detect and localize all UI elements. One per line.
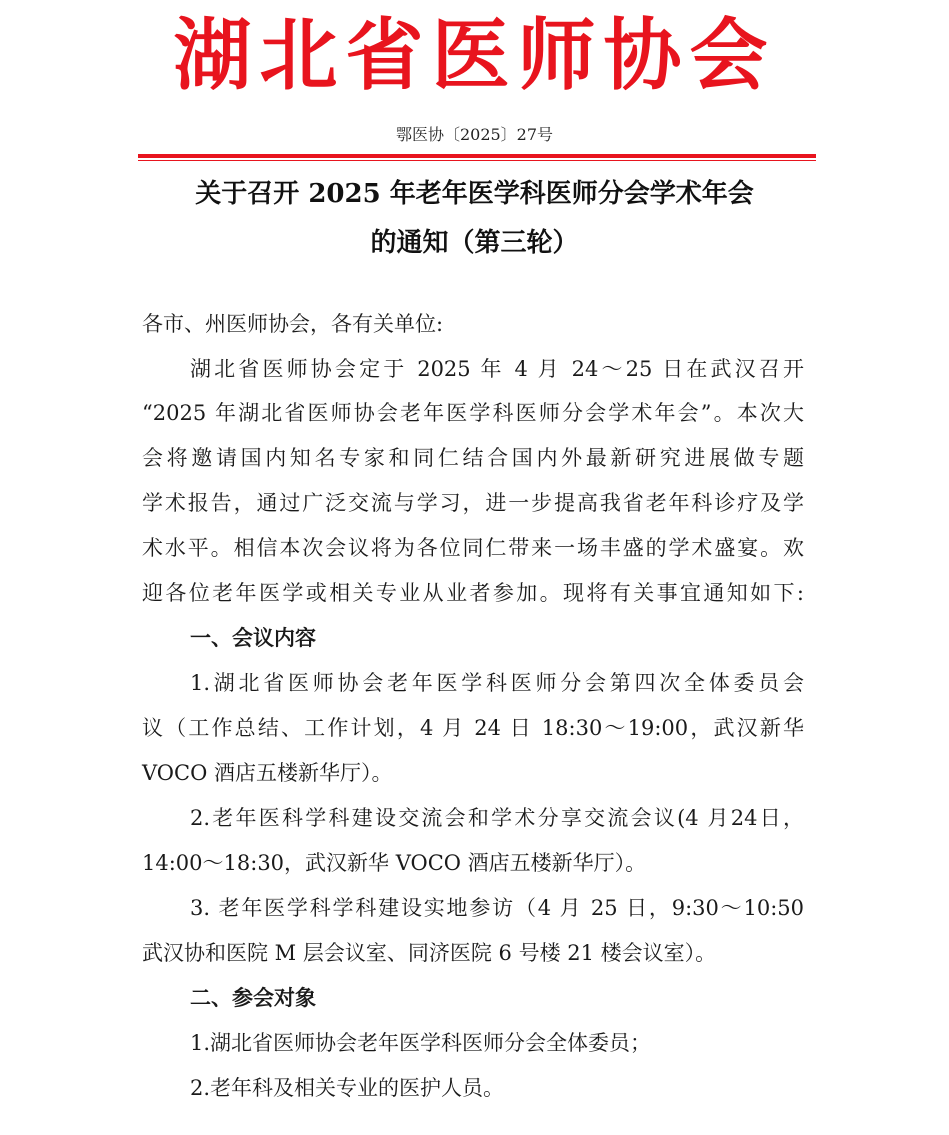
notice-title-line-2: 的通知（第三轮） — [370, 228, 579, 258]
intro-line: 术水平。相信本次会议将为各位同仁带来一场丰盛的学术盛宴。欢 — [142, 536, 804, 560]
meeting-item-1-line: VOCO 酒店五楼新华厅）。 — [142, 761, 393, 785]
attendee-item: 1.湖北省医师协会老年医学科医师分会全体委员； — [190, 1031, 652, 1055]
intro-line: “2025 年湖北省医师协会老年医学科医师分会学术年会”。本次大 — [142, 401, 804, 425]
meeting-item-1-line: 1.湖北省医师协会老年医学科医师分会第四次全体委员会 — [190, 671, 804, 695]
intro-line: 学术报告，通过广泛交流与学习，进一步提高我省老年科诊疗及学 — [142, 491, 804, 515]
org-letterhead-title: 湖北省医师协会 — [173, 11, 776, 101]
meeting-item-3-line: 3. 老年医学科学科建设实地参访（4 月 25 日，9:30～10:50 — [190, 896, 804, 920]
intro-line: 迎各位老年医学或相关专业从业者参加。现将有关事宜通知如下: — [142, 581, 804, 605]
meeting-item-1-line: 议（工作总结、工作计划，4 月 24 日 18:30～19:00，武汉新华 — [142, 716, 804, 740]
meeting-item-2-line: 14:00～18:30，武汉新华 VOCO 酒店五楼新华厅）。 — [142, 851, 647, 875]
meeting-item-2-line: 2.老年医科学科建设交流会和学术分享交流会议(4 月24日， — [190, 806, 804, 830]
meeting-item-3-line: 武汉协和医院 M 层会议室、同济医院 6 号楼 21 楼会议室）。 — [142, 941, 717, 965]
salutation: 各市、州医师协会，各有关单位: — [142, 312, 444, 336]
attendee-item: 2.老年科及相关专业的医护人员。 — [190, 1076, 505, 1100]
notice-title-line-1: 关于召开 2025 年老年医学科医师分会学术年会 — [195, 179, 754, 209]
section-heading-meeting-content: 一、会议内容 — [190, 625, 316, 650]
intro-line: 湖北省医师协会定于 2025 年 4 月 24～25 日在武汉召开 — [190, 357, 804, 381]
intro-line: 会将邀请国内知名专家和同仁结合国内外最新研究进展做专题 — [142, 446, 804, 470]
document-number: 鄂医协〔2025〕27号 — [395, 125, 554, 144]
section-heading-attendees: 二、参会对象 — [190, 985, 316, 1010]
red-divider-rule — [138, 154, 816, 161]
